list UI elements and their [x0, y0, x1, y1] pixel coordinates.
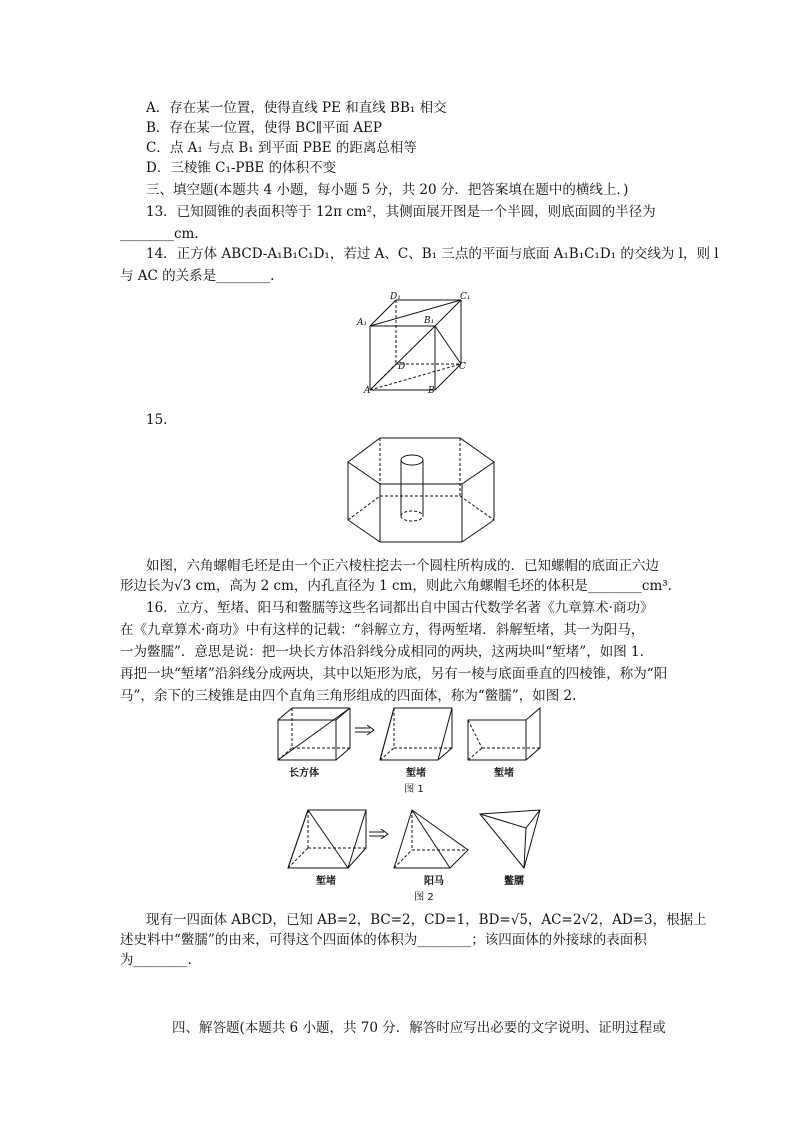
label-b: B: [428, 386, 435, 396]
fig1-arrow: [354, 724, 376, 736]
q15-line2: 形边长为√3 cm，高为 2 cm，内孔直径为 1 cm，则此六角螺帽毛坯的体积是________cm³.: [120, 578, 672, 594]
fig2-caption-bienao: 鳖臑: [504, 876, 524, 887]
q16-para2: 述史料中“鳖臑”的由来，可得这个四面体的体积为________；该四面体的外接球的表面积: [120, 932, 647, 948]
q15-line1: 如图，六角螺帽毛坯是由一个正六棱柱挖去一个圆柱所构成的．已知螺帽的底面正六边: [146, 558, 659, 574]
option-d: D．三棱锥 C₁-PBE 的体积不变: [146, 160, 337, 176]
label-d: D: [398, 362, 406, 372]
q16-para1: 现有一四面体 ABCD，已知 AB=2，BC=2，CD=1，BD=√5，AC=2√2，AD=3，根据上: [146, 912, 707, 928]
q16-line4: 再把一块“堑堵”沿斜线分成两块，其中以矩形为底，另有一棱与底面垂直的四棱锥，称为“阳: [120, 666, 668, 682]
q14-line2: 与 AC 的关系是________.: [120, 268, 275, 284]
option-a: A．存在某一位置，使得直线 PE 和直线 BB₁ 相交: [146, 100, 447, 116]
q16-line2: 在《九章算术·商功》中有这样的记载：“斜解立方，得两堑堵．斜解堑堵，其一为阳马，: [120, 622, 645, 638]
option-b: B．存在某一位置，使得 BC∥平面 AEP: [146, 120, 382, 136]
fig1-cuboid: [276, 706, 352, 762]
fig2-caption-yangma: 阳马: [424, 876, 444, 887]
label-a1: A₁: [357, 318, 368, 328]
fig2-arrow: [368, 828, 390, 840]
q16-line3: 一为鳖臑”．意思是说：把一块长方体沿斜线分成相同的两块，这两块叫“堑堵”，如图 1.: [120, 644, 644, 660]
fig1-qiandu-2: [466, 706, 542, 762]
cube-figure: [350, 290, 470, 400]
q16-line5: 马”，余下的三棱锥是由四个直角三角形组成的四面体，称为“鳖臑”，如图 2.: [120, 688, 577, 704]
label-c: C: [459, 362, 466, 372]
fig2-yangma: [392, 808, 470, 870]
fig2-caption-qiandu: 堑堵: [316, 876, 336, 887]
label-c1: C₁: [460, 292, 471, 302]
section-3-heading: 三、填空题(本题共 4 小题，每小题 5 分，共 20 分．把答案填在题中的横线上．): [146, 182, 629, 198]
q13-line2: ________cm.: [120, 226, 199, 242]
fig1-title: 图 1: [404, 784, 424, 795]
q16-line1: 16．立方、堑堵、阳马和鳖臑等这些名词都出自中国古代数学名著《九章算术·商功》: [146, 600, 654, 616]
q15-number: 15.: [146, 412, 168, 428]
fig1-caption-cuboid: 长方体: [289, 768, 319, 779]
label-a: A: [364, 386, 371, 396]
fig1-caption-qiandu-1: 堑堵: [406, 768, 426, 779]
fig2-qiandu: [286, 808, 368, 870]
fig2-bienao: [478, 808, 546, 870]
label-d1: D₁: [390, 292, 401, 302]
fig1-caption-qiandu-2: 堑堵: [494, 768, 514, 779]
option-c: C．点 A₁ 与点 B₁ 到平面 PBE 的距离总相等: [146, 140, 417, 156]
q13-line1: 13．已知圆锥的表面积等于 12π cm²，其侧面展开图是一个半圆，则底面圆的半径为: [146, 204, 656, 220]
section-4-heading: 四、解答题(本题共 6 小题，共 70 分．解答时应写出必要的文字说明、证明过程或: [172, 1020, 666, 1036]
q16-para3: 为________.: [120, 952, 192, 968]
fig1-qiandu-1: [378, 706, 454, 762]
q14-line1: 14．正方体 ABCD-A₁B₁C₁D₁，若过 A、C、B₁ 三点的平面与底面 A₁B₁C₁D₁ 的交线为 l，则 l: [146, 246, 719, 262]
fig2-title: 图 2: [414, 892, 434, 903]
hex-nut-figure: [346, 434, 496, 546]
label-b1: B₁: [424, 316, 435, 326]
